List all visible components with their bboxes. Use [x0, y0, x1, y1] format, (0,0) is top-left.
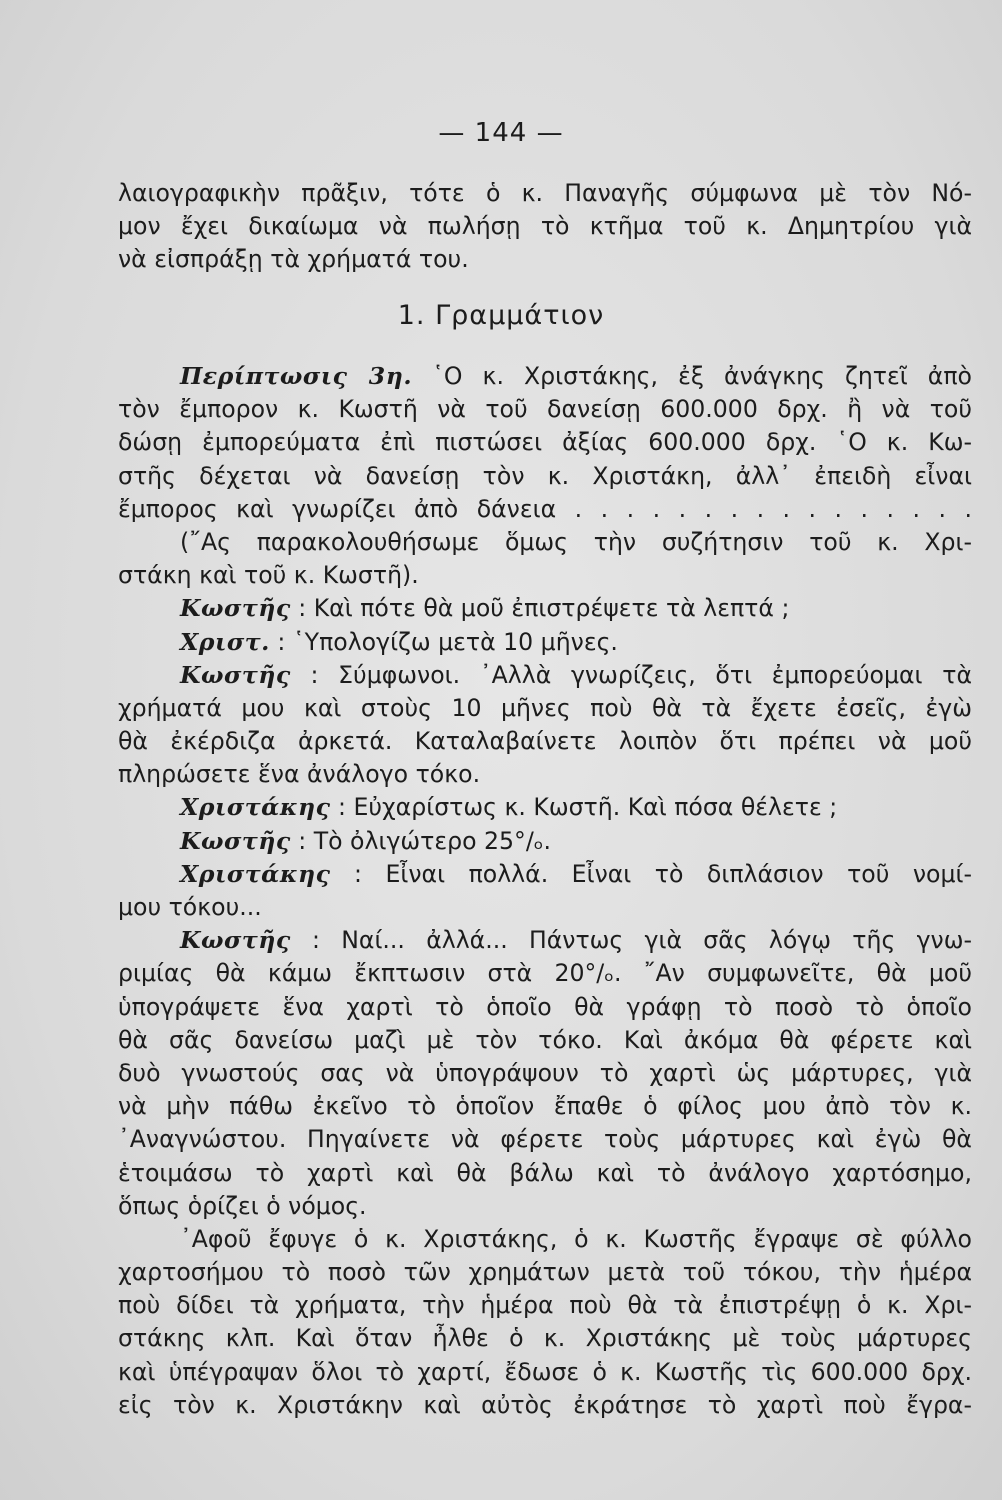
closing-line: καὶ ὑπέγραψαν ὅλοι τὸ χαρτί, ἔδωσε ὁ κ. Κωστῆς τὶς 600.000 δρχ.	[118, 1357, 972, 1386]
dialogue-line	[118, 825, 972, 858]
text-line: πληρώσετε ἕνα ἀνάλογο τόκο.	[118, 760, 481, 789]
text-line: ριμίας θὰ κάμω ἔκπτωσιν στὰ 20°/ₒ. ῎Αν συμφωνεῖτε, θὰ μοῦ	[118, 959, 972, 988]
section-heading: 1. Γραμμάτιον	[397, 300, 605, 331]
case-paragraph	[118, 360, 972, 1422]
text-line: δυὸ γνωστούς σας νὰ ὑπογράψουν τὸ χαρτὶ ὡς μάρτυρες, γιὰ	[118, 1058, 972, 1087]
closing-line: στάκης κλπ. Καὶ ὅταν ἦλθε ὁ κ. Χριστάκης μὲ τοὺς μάρτυρες	[118, 1324, 972, 1353]
dialogue-text: : Εὐχαρίστως κ. Κωστῆ. Καὶ πόσα θέλετε ;	[330, 793, 838, 822]
text-line: μον ἔχει δικαίωμα νὰ πωλήσῃ τὸ κτῆμα τοῦ κ. Δημητρίου γιὰ	[118, 212, 972, 241]
dialogue-text: : ῾Υπολογίζω μετὰ 10 μῆνες.	[269, 627, 618, 656]
closing-line: ᾿Αφοῦ ἔφυγε ὁ κ. Χριστάκης, ὁ κ. Κωστῆς ἔγραψε σὲ φύλλο	[180, 1224, 972, 1253]
aside-line: (῎Ας παρακολουθήσωμε ὅμως τὴν συζήτησιν τοῦ κ. Χρι-	[180, 527, 972, 556]
closing-line: ποὺ δίδει τὰ χρήματα, τὴν ἡμέρα ποὺ θὰ τὰ ἐπιστρέψῃ ὁ κ. Χρι-	[118, 1291, 972, 1320]
text-line: ᾿Αναγνώστου. Πηγαίνετε νὰ φέρετε τοὺς μάρτυρες καὶ ἐγὼ θὰ	[118, 1125, 972, 1154]
dialogue-text: : Καὶ πότε θὰ μοῦ ἐπιστρέψετε τὰ λεπτά ;	[290, 594, 790, 623]
text-line: χρήματά μου καὶ στοὺς 10 μῆνες ποὺ θὰ τὰ ἔχετε ἐσεῖς, ἐγὼ	[118, 693, 972, 722]
text-line: θὰ σᾶς δανείσω μαζὶ μὲ τὸν τόκο. Καὶ ἀκόμα θὰ φέρετε καὶ	[118, 1025, 972, 1054]
dialogue-text: : Ναί... ἀλλά... Πάντως γιὰ σᾶς λόγῳ τῆς γνω-	[290, 926, 972, 955]
speaker-name: Κωστῆς	[180, 594, 291, 623]
dialogue-text: : Τὸ ὀλιγώτερο 25°/ₒ.	[290, 826, 552, 855]
dialogue-line	[118, 659, 972, 692]
text-line: λαιογραφικὴν πρᾶξιν, τότε ὁ κ. Παναγῆς σύμφωνα μὲ τὸν Νό-	[118, 179, 972, 207]
dialogue-text: : Εἶναι πολλά. Εἶναι τὸ διπλάσιον τοῦ νομί-	[330, 859, 972, 888]
text-line: μου τόκου...	[118, 893, 262, 921]
text-line: δώσῃ ἐμπορεύματα ἐπὶ πιστώσει ἀξίας 600.000 δρχ. ῾Ο κ. Κω-	[118, 428, 972, 457]
text-line: ἔμπορος καὶ γνωρίζει ἀπὸ δάνεια . . . . . . . . . . . . . . . .	[118, 494, 972, 523]
speaker-name: Κωστῆς	[180, 926, 291, 955]
closing-line: χαρτοσήμου τὸ ποσὸ τῶν χρημάτων μετὰ τοῦ τόκου, τὴν ἡμέρα	[118, 1258, 972, 1287]
page-number: — 144 —	[438, 118, 564, 148]
text-line: νὰ εἰσπράξῃ τὰ χρήματά του.	[118, 245, 469, 274]
text-line: θὰ ἐκέρδιζα ἀρκετά. Καταλαβαίνετε λοιπὸν ὅτι πρέπει νὰ μοῦ	[118, 727, 972, 756]
dialogue-line	[118, 626, 972, 659]
case-first-line: ῾Ο κ. Χριστάκης, ἐξ ἀνάγκης ζητεῖ ἀπὸ	[412, 362, 972, 390]
speaker-name: Χριστάκης	[180, 859, 331, 888]
speaker-name: Χριστ.	[180, 627, 270, 656]
speaker-name: Κωστῆς	[180, 660, 291, 689]
text-line: ὅπως ὁρίζει ὁ νόμος.	[118, 1191, 367, 1220]
dialogue-line	[118, 858, 972, 891]
dialogue-line	[118, 924, 972, 957]
dialogue-line	[118, 592, 972, 625]
speaker-name: Χριστάκης	[180, 793, 331, 822]
aside-line: στάκη καὶ τοῦ κ. Κωστῆ).	[118, 561, 419, 590]
text-line: ὑπογράψετε ἕνα χαρτὶ τὸ ὁποῖο θὰ γράφῃ τὸ ποσὸ τὸ ὁποῖο	[118, 992, 972, 1021]
case-label: Περίπτωσις 3η.	[180, 362, 413, 390]
text-line: ἑτοιμάσω τὸ χαρτὶ καὶ θὰ βάλω καὶ τὸ ἀνάλογο χαρτόσημο,	[118, 1158, 972, 1187]
speaker-name: Κωστῆς	[180, 826, 291, 855]
dialogue-text: : Σύμφωνοι. ᾿Αλλὰ γνωρίζεις, ὅτι ἐμπορεύομαι τὰ	[290, 660, 972, 689]
closing-line: εἰς τὸν κ. Χριστάκην καὶ αὐτὸς ἐκράτησε τὸ χαρτὶ ποὺ ἔγρα-	[118, 1390, 972, 1419]
dialogue-line	[118, 791, 972, 824]
text-line	[118, 360, 972, 393]
text-line: τὸν ἔμπορον κ. Κωστῆ νὰ τοῦ δανείσῃ 600.000 δρχ. ἢ νὰ τοῦ	[118, 395, 972, 424]
text-line: στῆς δέχεται νὰ δανείσῃ τὸν κ. Χριστάκη, ἀλλ᾿ ἐπειδὴ εἶναι	[118, 461, 972, 490]
intro-paragraph	[118, 177, 972, 277]
text-line: νὰ μὴν πάθω ἐκεῖνο τὸ ὁποῖον ἔπαθε ὁ φίλος μου ἀπὸ τὸν κ.	[118, 1092, 972, 1121]
